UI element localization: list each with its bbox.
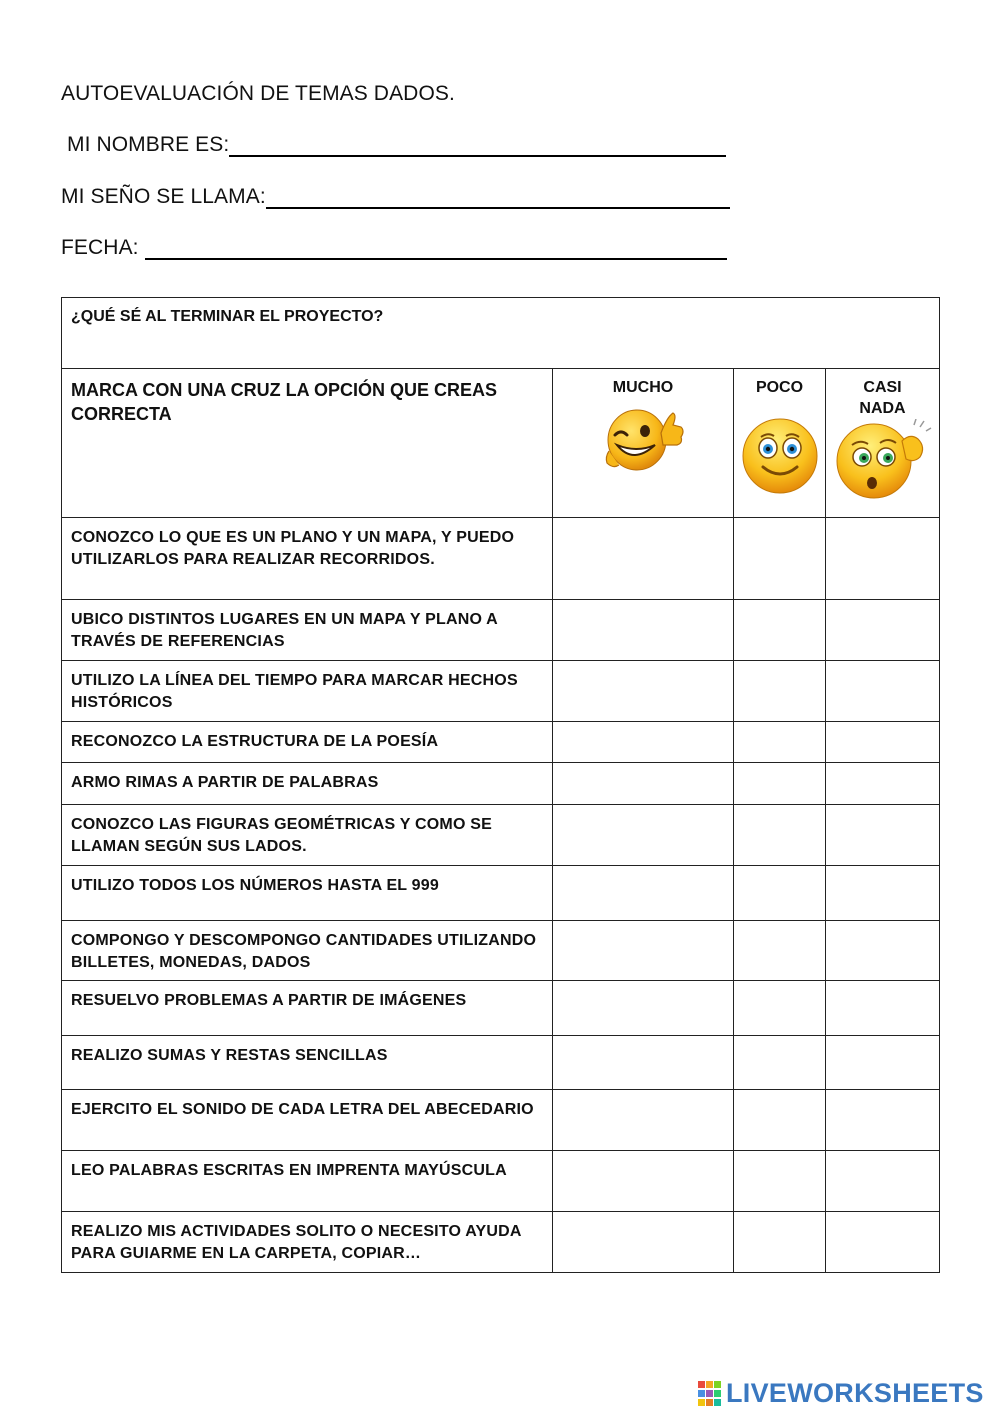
item-text: UTILIZO LA LÍNEA DEL TIEMPO PARA MARCAR HECHOS HISTÓRICOS xyxy=(62,661,553,722)
mark-cell-mucho[interactable] xyxy=(553,763,734,805)
item-text: REALIZO SUMAS Y RESTAS SENCILLAS xyxy=(62,1036,553,1090)
item-text: CONOZCO LAS FIGURAS GEOMÉTRICAS Y COMO SE LLAMAN SEGÚN SUS LADOS. xyxy=(62,805,553,866)
mark-cell-mucho[interactable] xyxy=(553,1090,734,1151)
mark-cell-mucho[interactable] xyxy=(553,661,734,722)
mark-cell-poco[interactable] xyxy=(734,1212,826,1273)
mark-cell-poco[interactable] xyxy=(734,600,826,661)
mark-cell-mucho[interactable] xyxy=(553,1212,734,1273)
mark-cell-casi-nada[interactable] xyxy=(826,805,940,866)
table-row xyxy=(62,805,940,866)
mark-cell-mucho[interactable] xyxy=(553,805,734,866)
mark-cell-casi-nada[interactable] xyxy=(826,661,940,722)
table-row xyxy=(62,600,940,661)
mark-cell-poco[interactable] xyxy=(734,661,826,722)
mark-cell-casi-nada[interactable] xyxy=(826,921,940,981)
winking-thumbs-up-emoji-icon xyxy=(603,407,685,473)
item-text: COMPONGO Y DESCOMPONGO CANTIDADES UTILIZANDO BILLETES, MONEDAS, DADOS xyxy=(62,921,553,981)
mark-cell-casi-nada[interactable] xyxy=(826,1036,940,1090)
date-label: FECHA: xyxy=(61,236,139,259)
teacher-row xyxy=(61,185,730,209)
mark-cell-mucho[interactable] xyxy=(553,1151,734,1212)
teacher-field[interactable] xyxy=(266,185,730,209)
item-text: REALIZO MIS ACTIVIDADES SOLITO O NECESITO AYUDA PARA GUIARME EN LA CARPETA, COPIAR… xyxy=(62,1212,553,1273)
table-row xyxy=(62,1090,940,1151)
table-row xyxy=(62,1212,940,1273)
mark-cell-poco[interactable] xyxy=(734,763,826,805)
item-text: RESUELVO PROBLEMAS A PARTIR DE IMÁGENES xyxy=(62,981,553,1036)
option-label: POCO xyxy=(755,379,804,396)
worksheet-title: AUTOEVALUACIÓN DE TEMAS DADOS. xyxy=(61,82,455,105)
instruction-text: MARCA CON UNA CRUZ LA OPCIÓN QUE CREAS CORRECTA xyxy=(62,369,553,518)
item-text: ARMO RIMAS A PARTIR DE PALABRAS xyxy=(62,763,553,805)
mark-cell-poco[interactable] xyxy=(734,805,826,866)
option-header-poco xyxy=(734,369,826,518)
confused-emoji-icon xyxy=(834,419,932,501)
item-text: RECONOZCO LA ESTRUCTURA DE LA POESÍA xyxy=(62,722,553,763)
table-row xyxy=(62,1151,940,1212)
table-row xyxy=(62,866,940,921)
mark-cell-poco[interactable] xyxy=(734,866,826,921)
liveworksheets-logo-icon xyxy=(698,1381,722,1407)
mark-cell-casi-nada[interactable] xyxy=(826,1090,940,1151)
mark-cell-mucho[interactable] xyxy=(553,518,734,600)
item-text: LEO PALABRAS ESCRITAS EN IMPRENTA MAYÚSCULA xyxy=(62,1151,553,1212)
item-text: UTILIZO TODOS LOS NÚMEROS HASTA EL 999 xyxy=(62,866,553,921)
mark-cell-casi-nada[interactable] xyxy=(826,1151,940,1212)
table-row xyxy=(62,763,940,805)
table-row xyxy=(62,921,940,981)
mark-cell-mucho[interactable] xyxy=(553,921,734,981)
date-field[interactable] xyxy=(145,236,727,260)
mark-cell-casi-nada[interactable] xyxy=(826,866,940,921)
teacher-label: MI SEÑO SE LLAMA: xyxy=(61,185,266,208)
name-field[interactable] xyxy=(229,133,726,157)
mark-cell-casi-nada[interactable] xyxy=(826,981,940,1036)
table-title: ¿QUÉ SÉ AL TERMINAR EL PROYECTO? xyxy=(62,298,940,369)
mark-cell-mucho[interactable] xyxy=(553,1036,734,1090)
table-row xyxy=(62,1036,940,1090)
item-text: CONOZCO LO QUE ES UN PLANO Y UN MAPA, Y PUEDO UTILIZARLOS PARA REALIZAR RECORRIDOS. xyxy=(62,518,553,600)
mark-cell-poco[interactable] xyxy=(734,1090,826,1151)
mark-cell-poco[interactable] xyxy=(734,981,826,1036)
mark-cell-casi-nada[interactable] xyxy=(826,600,940,661)
mark-cell-poco[interactable] xyxy=(734,518,826,600)
mark-cell-casi-nada[interactable] xyxy=(826,763,940,805)
option-label: CASI NADA xyxy=(859,379,906,417)
item-text: EJERCITO EL SONIDO DE CADA LETRA DEL ABECEDARIO xyxy=(62,1090,553,1151)
liveworksheets-logo xyxy=(698,1378,984,1409)
date-row xyxy=(61,236,727,260)
mark-cell-casi-nada[interactable] xyxy=(826,1212,940,1273)
mark-cell-mucho[interactable] xyxy=(553,866,734,921)
mark-cell-poco[interactable] xyxy=(734,1036,826,1090)
smiling-emoji-icon xyxy=(741,417,819,495)
table-row xyxy=(62,518,940,600)
mark-cell-poco[interactable] xyxy=(734,921,826,981)
mark-cell-mucho[interactable] xyxy=(553,600,734,661)
option-label: MUCHO xyxy=(612,379,674,396)
mark-cell-poco[interactable] xyxy=(734,1151,826,1212)
table-row xyxy=(62,981,940,1036)
self-assessment-table xyxy=(61,297,940,1273)
option-header-mucho xyxy=(553,369,734,518)
name-row xyxy=(67,133,726,157)
mark-cell-poco[interactable] xyxy=(734,722,826,763)
table-row xyxy=(62,661,940,722)
mark-cell-mucho[interactable] xyxy=(553,981,734,1036)
mark-cell-casi-nada[interactable] xyxy=(826,518,940,600)
name-label: MI NOMBRE ES: xyxy=(67,133,230,156)
mark-cell-mucho[interactable] xyxy=(553,722,734,763)
item-text: UBICO DISTINTOS LUGARES EN UN MAPA Y PLANO A TRAVÉS DE REFERENCIAS xyxy=(62,600,553,661)
mark-cell-casi-nada[interactable] xyxy=(826,722,940,763)
table-row xyxy=(62,722,940,763)
brand-name: LIVEWORKSHEETS xyxy=(726,1378,984,1408)
option-header-casi-nada xyxy=(826,369,940,518)
